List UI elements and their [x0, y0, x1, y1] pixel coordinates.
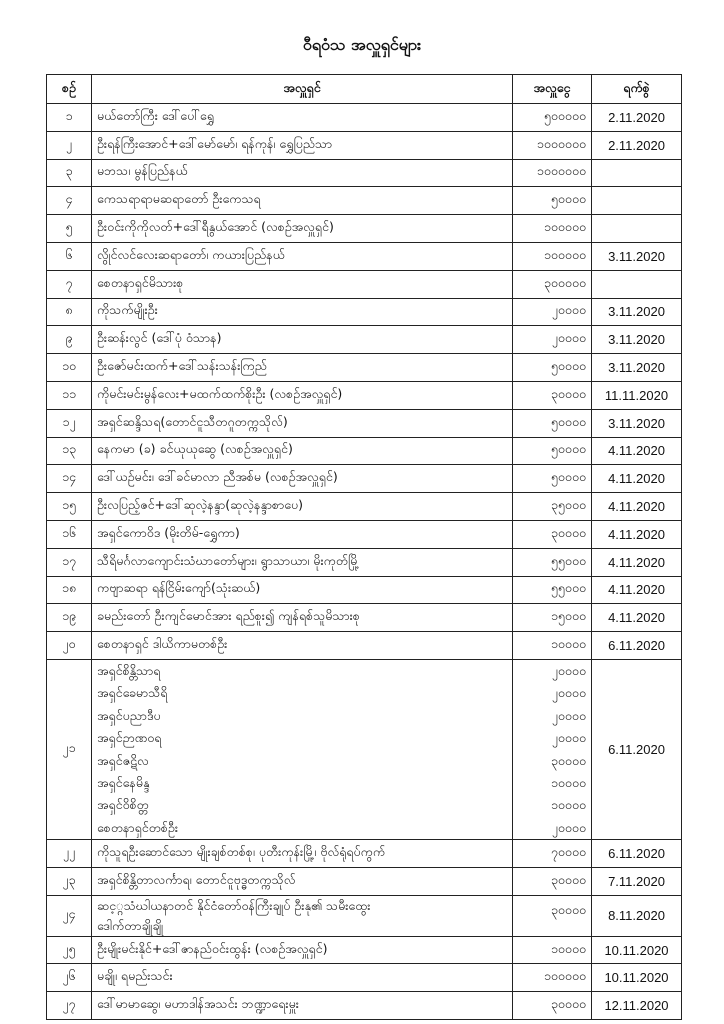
row-no: ၁၈: [47, 576, 92, 604]
donation-amount: ၃၀၀၀၀: [513, 381, 592, 409]
donor-name: ဒေါ်ယဉ်မင်း၊ ဒေါ်ခင်မာလာ ညီအစ်မ (လစဉ်အလှူရှင်): [92, 465, 513, 493]
donor-name: ကေသရာရာမဆရာတော် ဦးကေသရ: [92, 187, 513, 215]
donation-amount: ၅၀၀၀၀: [513, 409, 592, 437]
donation-amount: ၃၅၀၀၀: [513, 493, 592, 521]
donor-name: ကိုသူရဦးဆောင်သော မျိုးချစ်တစ်စု၊ ပုတီးကုန်းမြို့၊ ဗိုလ်ရုံရပ်ကွက်: [92, 840, 513, 868]
header-date: ရက်စွဲ: [592, 75, 682, 104]
table-row: [47, 131, 682, 159]
donation-date: 10.11.2020: [592, 964, 682, 992]
donation-date: 4.11.2020: [592, 520, 682, 548]
group-donation-amount: ၂၀၀၀၀: [551, 707, 586, 723]
group-donation-amount: ၂၀၀၀၀: [551, 662, 586, 678]
donation-date: 4.11.2020: [592, 576, 682, 604]
donation-amount: ၁၀၀၀၀၀၀: [513, 159, 592, 187]
row-no: ၂၅: [47, 936, 92, 964]
donation-amount: ၃၀၀၀၀: [513, 867, 592, 895]
table-row: [47, 964, 682, 992]
row-no: ၁၀: [47, 354, 92, 382]
donation-date: 11.11.2020: [592, 381, 682, 409]
group-donation-amount: ၂၀၀၀၀: [551, 819, 586, 835]
table-row: [47, 895, 682, 936]
table-row: [47, 992, 682, 1020]
donation-date: 12.11.2020: [592, 992, 682, 1020]
donor-name: ခမည်းတော် ဦးကျင်မောင်အား ရည်စူး၍ ကျန်ရစ်သူမိသားစု: [92, 604, 513, 632]
table-row: [47, 867, 682, 895]
row-no: ၁၇: [47, 548, 92, 576]
donation-amount: ၅၅၀၀၀: [513, 576, 592, 604]
table-row: [47, 465, 682, 493]
row-no: ၂၄: [47, 895, 92, 936]
row-no: ၄: [47, 187, 92, 215]
donation-date: 4.11.2020: [592, 465, 682, 493]
group-donor-name: အရှင်ပညာဒီပ: [97, 707, 161, 723]
donor-name: စေတနာရှင်မိသားစု: [92, 270, 513, 298]
group-row: [47, 659, 682, 839]
donation-date: 4.11.2020: [592, 604, 682, 632]
donor-name: အရှင်ကောဝိဒ (မိုးတိမ်-ရွှေကာ): [92, 520, 513, 548]
table-row: [47, 104, 682, 132]
group-amounts: [513, 659, 592, 839]
group-donor-name: အရှင်နေမိန္ဒ: [97, 774, 150, 790]
donation-amount: ၃၀၀၀၀၀: [513, 270, 592, 298]
row-no: ၁၂: [47, 409, 92, 437]
donor-name: ကိုမင်းမင်းမွန်လေး+မထက်ထက်စိုးဦး (လစဉ်အလှူရှင်): [92, 381, 513, 409]
group-donor-name: အရှင်ဝိစိတ္တ: [97, 797, 149, 813]
donation-amount: ၁၅၀၀၀: [513, 604, 592, 632]
table-row: [47, 576, 682, 604]
donation-amount: ၅၀၀၀၀: [513, 187, 592, 215]
donation-date: 4.11.2020: [592, 493, 682, 521]
row-no: ၂၁: [47, 659, 92, 839]
donation-amount: ၁၀၀၀၀၀: [513, 242, 592, 270]
donation-date: 8.11.2020: [592, 895, 682, 936]
row-no: ၁၉: [47, 604, 92, 632]
table-row: [47, 548, 682, 576]
donation-amount: ၁၀၀၀၀: [513, 936, 592, 964]
header-row: [47, 75, 682, 104]
donation-amount: ၁၀၀၀၀၀၀: [513, 131, 592, 159]
donation-amount: ၅၀၀၀၀၀: [513, 104, 592, 132]
donor-name: မယ်တော်ကြီး ဒေါ်ပေါ်ရွှေ: [92, 104, 513, 132]
donor-name: ကိုသက်မျိုးဦး: [92, 298, 513, 326]
table-row: [47, 298, 682, 326]
row-no: ၂၀: [47, 632, 92, 660]
table-row: [47, 493, 682, 521]
donor-name: နေကမာ (ခ) ခင်ယုယုဆွေ (လစဉ်အလှူရှင်): [92, 437, 513, 465]
row-no: ၁၅: [47, 493, 92, 521]
header-name: အလှူရှင်: [92, 75, 513, 104]
donation-date: 6.11.2020: [592, 632, 682, 660]
group-donor-name: အရှင်ဇဋိလ: [97, 752, 149, 768]
table-row: [47, 381, 682, 409]
donation-amount: ၃၀၀၀၀: [513, 992, 592, 1020]
table-row: [47, 187, 682, 215]
donor-name: [92, 895, 513, 936]
row-no: ၇: [47, 270, 92, 298]
table-row: [47, 632, 682, 660]
donation-date: 10.11.2020: [592, 936, 682, 964]
group-donation-amount: ၂၀၀၀၀: [551, 685, 586, 701]
row-no: ၂၇: [47, 992, 92, 1020]
header-no: စဉ်: [47, 75, 92, 104]
donation-date: 7.11.2020: [592, 867, 682, 895]
donation-amount: ၅၀၀၀၀: [513, 437, 592, 465]
row-no: ၂၃: [47, 867, 92, 895]
donor-name: ဦးဝင်းကိုကိုလတ်+ဒေါ်ရီနွယ်အောင် (လစဉ်အလှူရှင်): [92, 215, 513, 243]
table-row: [47, 242, 682, 270]
donor-name: ဦးဇော်မင်းထက်+ဒေါ်သန်းသန်းကြည်: [92, 354, 513, 382]
group-donation-amount: ၁၀၀၀၀: [550, 774, 586, 790]
row-no: ၂: [47, 131, 92, 159]
group-donor-name: အရှင်ဉာဏဝရ: [97, 730, 162, 746]
row-no: ၈: [47, 298, 92, 326]
donor-name: ဦးဆန်းလွင် (ဒေါ်ပုံ ဝံသာန): [92, 326, 513, 354]
table-row: [47, 409, 682, 437]
donation-date: 3.11.2020: [592, 326, 682, 354]
table-row: [47, 354, 682, 382]
donation-date: 3.11.2020: [592, 242, 682, 270]
donor-name-line: ဆင့္ဂသံဃါယနာတင် နိုင်ငံတော်ဝန်ကြီးချုပ် ဦးနု၏ သမီးထွေး: [97, 897, 371, 913]
donor-name: ဦးလပြည့်ဇင်+ဒေါ်ဆုလဲ့နန္ဒာ(ဆုလဲ့နန္ဒာစာပေ): [92, 493, 513, 521]
donor-name: အရှင်စိန္တိတာလင်္ကာရ၊ တောင်ငူဗုဒ္ဓတက္ကသိုလ်: [92, 867, 513, 895]
donor-name: စေတနာရှင် ဒါယိကာမတစ်ဦး: [92, 632, 513, 660]
row-no: ၁၃: [47, 437, 92, 465]
row-no: ၅: [47, 215, 92, 243]
group-donation-amount: ၁၀၀၀၀: [550, 797, 586, 813]
donor-table: [46, 74, 682, 1020]
donor-name: ဦးမျိုးမင်းနိုင်+ဒေါ်ဇာနည်ဝင်းထွန်း (လစဉ်အလှူရှင်): [92, 936, 513, 964]
donor-name: မချို၊ ရမည်းသင်း: [92, 964, 513, 992]
row-no: ၂၆: [47, 964, 92, 992]
donation-date: 3.11.2020: [592, 298, 682, 326]
table-row: [47, 437, 682, 465]
donation-amount: ၃၀၀၀၀: [513, 895, 592, 936]
donation-date: 3.11.2020: [592, 354, 682, 382]
donation-date: 3.11.2020: [592, 409, 682, 437]
table-row: [47, 604, 682, 632]
table-row: [47, 936, 682, 964]
donor-name: အရှင်ဆန္ဒိသရ(တောင်ငူသီတဂူတက္ကသိုလ်): [92, 409, 513, 437]
donation-date: 2.11.2020: [592, 104, 682, 132]
donation-amount: ၂၀၀၀၀: [513, 298, 592, 326]
donation-date: 6.11.2020: [592, 840, 682, 868]
table-row: [47, 326, 682, 354]
donor-name: လွိုင်လင်လေးဆရာတော်၊ ကယားပြည်နယ်: [92, 242, 513, 270]
row-no: ၁၁: [47, 381, 92, 409]
donation-amount: ၇၀၀၀၀: [513, 840, 592, 868]
donor-name: သီရိမင်္ဂလာကျောင်းသံဃာတော်များ၊ ရွာသာယာ၊ မိုးကုတ်မြို့: [92, 548, 513, 576]
donation-date: 2.11.2020: [592, 131, 682, 159]
group-donation-amount: ၂၀၀၀၀: [551, 730, 586, 746]
donation-amount: ၃၀၀၀၀: [513, 520, 592, 548]
donation-date: [592, 270, 682, 298]
table-row: [47, 520, 682, 548]
table-row: [47, 215, 682, 243]
donation-amount: ၁၀၀၀၀: [513, 632, 592, 660]
donation-amount: ၅၀၀၀၀: [513, 465, 592, 493]
donation-amount: ၁၀၀၀၀၀: [513, 215, 592, 243]
row-no: ၁၄: [47, 465, 92, 493]
group-donor-name: စေတနာရှင်တစ်ဦး: [97, 819, 179, 835]
donation-date: [592, 215, 682, 243]
table-row: [47, 840, 682, 868]
row-no: ၂၂: [47, 840, 92, 868]
donor-name: ကဗျာဆရာ ရန်ငြိမ်းကျော်(သုံးဆယ်): [92, 576, 513, 604]
donation-amount: ၅၅၀၀၀: [513, 548, 592, 576]
group-names: [92, 659, 513, 839]
row-no: ၆: [47, 242, 92, 270]
row-no: ၉: [47, 326, 92, 354]
donor-name: ဦးရန်ကြီးအောင်+ဒေါ်မော်မော်၊ ရန်ကုန်၊ ရွှေပြည်သာ: [92, 131, 513, 159]
donation-date: [592, 159, 682, 187]
row-no: ၁၆: [47, 520, 92, 548]
table-row: [47, 270, 682, 298]
group-donation-amount: ၃၀၀၀၀: [550, 752, 586, 768]
donation-date: 6.11.2020: [592, 659, 682, 839]
donation-amount: ၅၀၀၀၀: [513, 354, 592, 382]
header-amount: အလှူငွေ: [513, 75, 592, 104]
donor-name-line: ဒေါက်တာချိုချို: [97, 917, 164, 933]
donation-amount: ၁၀၀၀၀၀: [513, 964, 592, 992]
group-donor-name: အရှင်စိန္တိသာရ: [97, 662, 161, 678]
donor-name: မဘသ၊ မွန်ပြည်နယ်: [92, 159, 513, 187]
row-no: ၃: [47, 159, 92, 187]
donation-amount: ၂၀၀၀၀: [513, 326, 592, 354]
donation-date: 4.11.2020: [592, 548, 682, 576]
donation-date: 4.11.2020: [592, 437, 682, 465]
group-donor-name: အရှင်ခေမာသီရိ: [97, 685, 168, 701]
donation-date: [592, 187, 682, 215]
donor-name: ဒေါ်မာမာဆွေ၊ မဟာဒါန်အသင်း ဘဏ္ဍာရေးမှူး: [92, 992, 513, 1020]
row-no: ၁: [47, 104, 92, 132]
table-row: [47, 159, 682, 187]
page-title: ဝီရဝံသ အလှူရှင်များ: [302, 35, 422, 54]
